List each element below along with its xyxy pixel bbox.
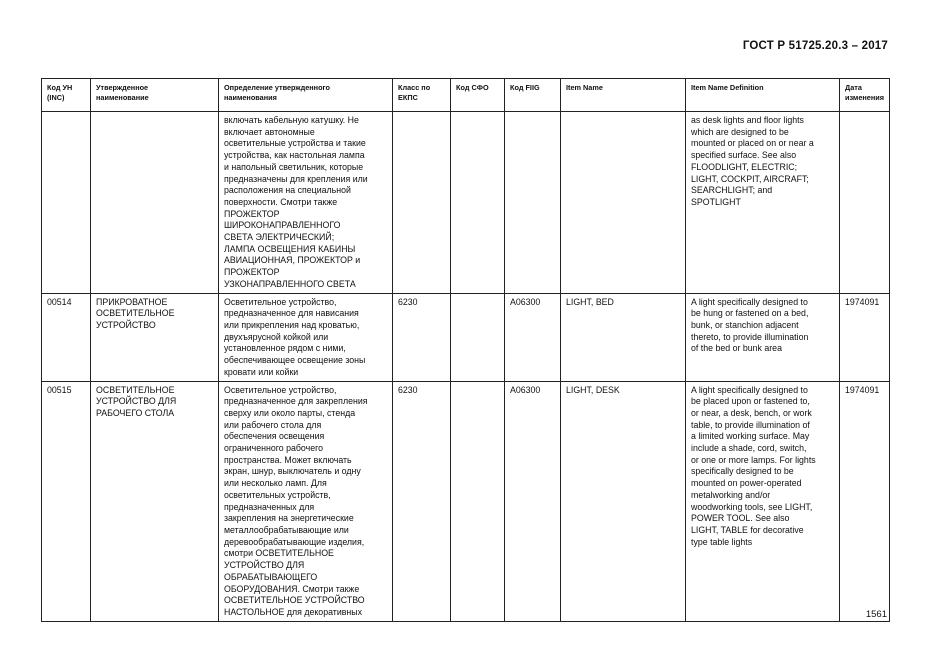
column-header-item-name: Item Name [561, 79, 686, 112]
cell-item-definition: A light specifically designed to be placed upon or fastened to, or near, a desk, bench, or work table, to provide illumination of a limited working surface. May include a shade, cord, switch, or one or more lamps. For lights specifically designed to be mounted on power-operated metalworking and/or woodworking tools, see LIGHT, POWER TOOL. See also LIGHT, TABLE for decorative type table lights [686, 381, 840, 621]
table-header-row [42, 79, 890, 112]
cell-item-definition: as desk lights and floor lights which are designed to be mounted or placed on or near a specified surface. See also FLOODLIGHT, ELECTRIC; LIGHT, COCKPIT, AIRCRAFT; SEARCHLIGHT; and SPOTLIGHT [686, 112, 840, 294]
page-number: 1561 [865, 609, 887, 620]
nomenclature-table [41, 78, 890, 622]
document-code: ГОСТ Р 51725.20.3 – 2017 [742, 40, 888, 52]
table-row [42, 112, 890, 294]
cell-definition: включать кабельную катушку. Не включает автономные осветительные устройства и такие устройства, как настольная лампа и напольный светильник, которые предназначены для крепления или расположения на специальной поверхности. Смотри также ПРОЖЕКТОР ШИРОКОНАПРАВЛЕННОГО СВЕТА ЭЛЕКТРИЧЕСКИЙ; ЛАМПА ОСВЕЩЕНИЯ КАБИНЫ АВИАЦИОННАЯ, ПРОЖЕКТОР и ПРОЖЕКТОР УЗКОНАПРАВЛЕННОГО СВЕТА [219, 112, 393, 294]
cell-fiig [505, 112, 561, 294]
table-row [42, 293, 890, 381]
cell-approved-name [91, 112, 219, 294]
table-row [42, 381, 890, 621]
cell-date: 1974091 [840, 293, 890, 381]
column-header-class: Класс по ЕКПС [393, 79, 451, 112]
cell-sfo [451, 293, 505, 381]
cell-definition: Осветительное устройство, предназначенное для нависания или прикрепления над кроватью, двухъярусной койкой или установленное рядом с ними, обеспечивающее освещение зоны кровати или койки [219, 293, 393, 381]
column-header-fiig: Код FIIG [505, 79, 561, 112]
column-header-date: Дата изменения [840, 79, 890, 112]
cell-class [393, 112, 451, 294]
cell-approved-name: ПРИКРОВАТНОЕ ОСВЕТИТЕЛЬНОЕ УСТРОЙСТВО [91, 293, 219, 381]
cell-class: 6230 [393, 381, 451, 621]
column-header-approved-name: Утвержденное наименование [91, 79, 219, 112]
cell-date: 1974091 [840, 381, 890, 621]
cell-definition: Осветительное устройство, предназначенное для закрепления сверху или около парты, стенда или рабочего стола для обеспечения освещения ограниченного рабочего пространства. Может включать экран, шнур, выключатель и одну или несколько ламп. Для осветительных устройств, предназначенных для закрепления на энергетические металлообрабатывающие или деревообрабатывающие изделия, смотри ОСВЕТИТЕЛЬНОЕ УСТРОЙСТВО ДЛЯ ОБРАБАТЫВАЮЩЕГО ОБОРУДОВАНИЯ. Смотри также ОСВЕТИТЕЛЬНОЕ УСТРОЙСТВО НАСТОЛЬНОЕ для декоративных [219, 381, 393, 621]
cell-item-name: LIGHT, BED [561, 293, 686, 381]
cell-approved-name: ОСВЕТИТЕЛЬНОЕ УСТРОЙСТВО ДЛЯ РАБОЧЕГО СТОЛА [91, 381, 219, 621]
cell-inc: 00515 [42, 381, 91, 621]
cell-sfo [451, 381, 505, 621]
cell-fiig: A06300 [505, 381, 561, 621]
cell-inc: 00514 [42, 293, 91, 381]
column-header-sfo: Код СФО [451, 79, 505, 112]
column-header-definition: Определение утвержденного наименования [219, 79, 393, 112]
cell-fiig: A06300 [505, 293, 561, 381]
cell-item-name [561, 112, 686, 294]
column-header-inc: Код УН (INC) [42, 79, 91, 112]
cell-date [840, 112, 890, 294]
cell-sfo [451, 112, 505, 294]
cell-item-name: LIGHT, DESK [561, 381, 686, 621]
cell-class: 6230 [393, 293, 451, 381]
cell-inc [42, 112, 91, 294]
cell-item-definition: A light specifically designed to be hung or fastened on a bed, bunk, or stanchion adjacent thereto, to provide illumination of the bed or bunk area [686, 293, 840, 381]
column-header-item-definition: Item Name Definition [686, 79, 840, 112]
